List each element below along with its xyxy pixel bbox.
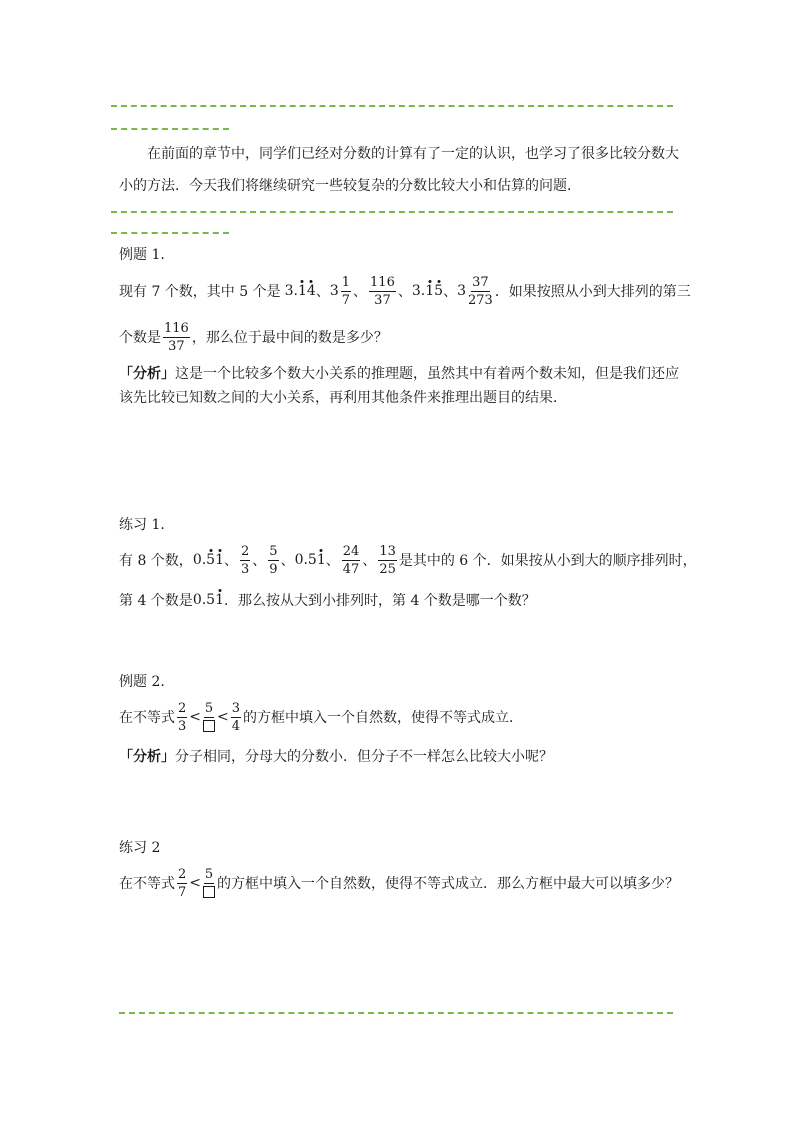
- repeating-decimal-0-5-1-b: 0.51: [192, 592, 224, 608]
- practice-1: [119, 510, 697, 618]
- example-1-analysis: 「分析」这是一个比较多个数大小关系的推理题，虽然其中有着两个数未知，但是我们还应该先比较已知数之间的大小关系，再利用其他条件来推理出题目的结果．: [119, 366, 679, 406]
- practice-2-line-1: 在不等式 $\frac{2}{7}$ < 5 的方框中填入一个自然数，使得不等式成立．那么方框中最大可以填多少？: [119, 866, 680, 900]
- example-1-line-2: 个数是 $\frac{116}{37}$ ，那么位于最中间的数是多少？: [119, 320, 388, 354]
- fraction-5-box: 5: [203, 868, 215, 899]
- divider-mid: [111, 211, 673, 213]
- fraction-5-box: 5: [203, 702, 215, 733]
- practice-1-title: 练习 1.: [119, 517, 165, 533]
- divider-bottom: [119, 1012, 673, 1014]
- divider-top-tail: [111, 128, 229, 130]
- blank-box-icon: [203, 886, 215, 898]
- practice-1-line-2: 第 4 个数是 0.51 ．那么按从大到小排列时，第 4 个数是哪一个数？: [119, 592, 536, 609]
- divider-mid-tail: [111, 232, 229, 234]
- repeating-decimal-1: 3.14: [284, 283, 316, 299]
- fraction-2-3: $\frac{2}{3}$: [178, 700, 187, 734]
- mixed-number-2: 3 $\frac{37}{273}$: [457, 274, 493, 308]
- example-2-analysis: 「分析」分子相同，分母大的分数小．但分子不一样怎么比较大小呢？: [119, 749, 553, 765]
- example-1-line-1: 现有 7 个数，其中 5 个是 3.14 、 3 $\frac{1}{7}$ 、 $\frac{116}{37}$ 、 3.15 、 3 $\frac{37}{273}$ ．如果按照从小到大排列的第三: [119, 274, 691, 308]
- intro-line-2: 小的方法．今天我们将继续研究一些较复杂的分数比较大小和估算的问题．: [119, 178, 581, 194]
- fraction-116-37: $\frac{116}{37}$: [370, 274, 395, 308]
- analysis-label: 「分析」: [119, 749, 175, 765]
- repeating-decimal-051: 0.51: [192, 552, 225, 568]
- fraction-116-37-b: $\frac{116}{37}$: [164, 320, 189, 354]
- practice-1-line-1: 有 8 个数， 0.51 、 $\frac{2}{3}$ 、 $\frac{5}{9}$ 、 0.51 、 $\frac{24}{47}$ 、 $\frac{13}{25}$ 是其中的 6 个．如果按从小到大的顺序排列时，: [119, 543, 697, 577]
- mixed-number-1: 3 $\frac{1}{7}$: [329, 274, 351, 308]
- fraction-13-25: $\frac{13}{25}$: [379, 543, 396, 577]
- analysis-label: 「分析」: [119, 366, 175, 382]
- blank-box-icon: [203, 720, 215, 732]
- fraction-2-3: $\frac{2}{3}$: [241, 543, 250, 577]
- example-2-title: 例题 2.: [119, 674, 165, 690]
- example-2: [119, 667, 679, 769]
- repeating-decimal-2: 3.15: [411, 283, 444, 299]
- example-1: [119, 240, 691, 410]
- fraction-3-4: $\frac{3}{4}$: [231, 700, 241, 734]
- example-2-line-1: 在不等式 $\frac{2}{3}$ < 5 < $\frac{3}{4}$ 的方框中填入一个自然数，使得不等式成立．: [119, 700, 524, 734]
- practice-2-title: 练习 2: [119, 840, 161, 856]
- divider-top: [111, 105, 673, 107]
- intro-line-1: 在前面的章节中，同学们已经对分数的计算有了一定的认识，也学习了很多比较分数大: [147, 146, 679, 162]
- fraction-2-7: $\frac{2}{7}$: [178, 866, 187, 900]
- intro-paragraph: [119, 138, 679, 202]
- repeating-decimal-0-5-1: 0.51: [294, 552, 326, 568]
- practice-2: [119, 833, 679, 905]
- fraction-5-9: $\frac{5}{9}$: [269, 543, 278, 577]
- example-1-title: 例题 1.: [119, 247, 165, 263]
- fraction-24-47: $\frac{24}{47}$: [342, 543, 360, 577]
